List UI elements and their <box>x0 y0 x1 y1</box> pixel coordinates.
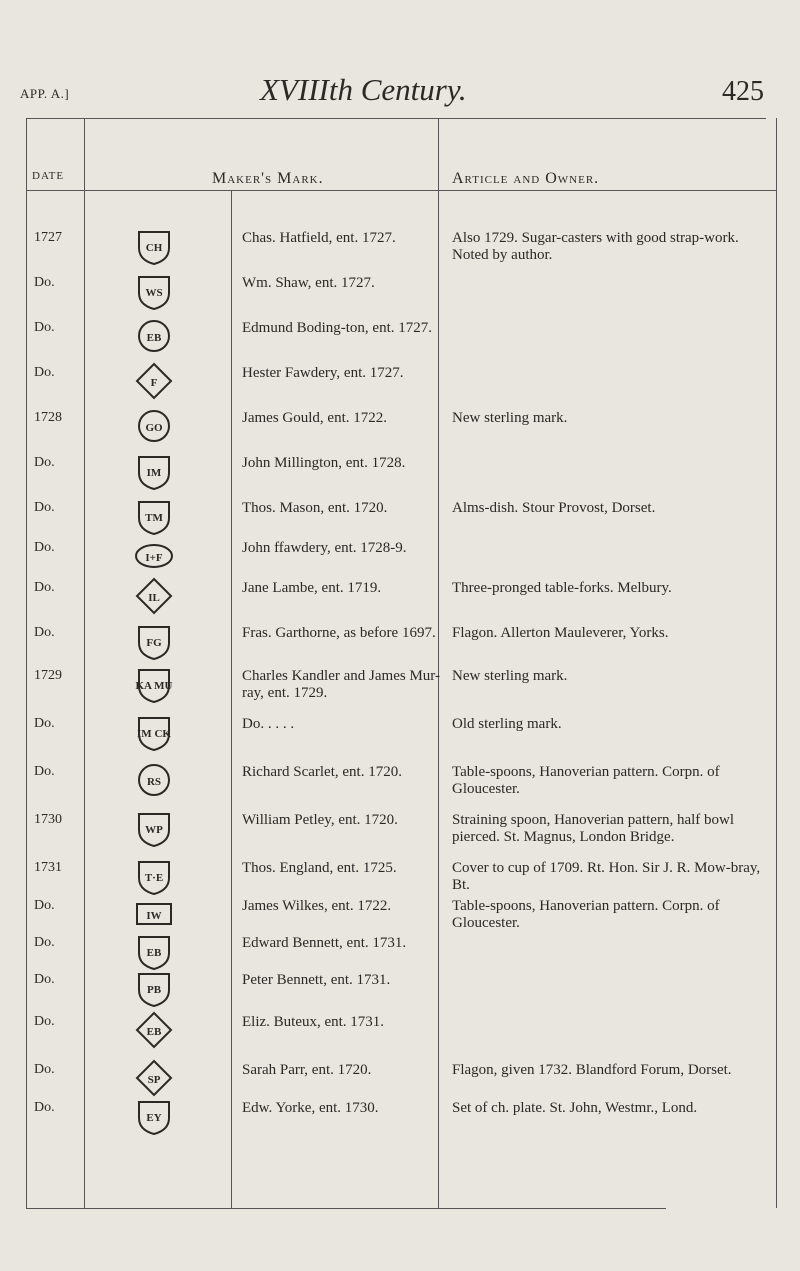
makers-mark-icon <box>134 856 174 896</box>
row-article: New sterling mark. <box>452 410 568 426</box>
makers-mark-icon <box>134 1096 174 1136</box>
makers-mark-icon <box>134 316 174 356</box>
table-bottom-rule <box>26 1208 666 1209</box>
row-article: Three-pronged table-forks. Melbury. <box>452 580 672 596</box>
row-article: Also 1729. Sugar-casters with good strap-work. Noted by author. <box>452 230 739 263</box>
row-date: Do. <box>34 580 55 595</box>
page-header <box>0 0 800 110</box>
row-date: 1731 <box>34 860 62 875</box>
makers-mark-icon <box>134 931 174 971</box>
makers-mark-icon <box>134 361 174 401</box>
column-header-maker: Maker's Mark. <box>212 170 324 187</box>
row-maker: Fras. Garthorne, as before 1697. <box>242 625 436 641</box>
row-article: Straining spoon, Hanoverian pattern, half bowl pierced. St. Magnus, London Bridge. <box>452 812 735 845</box>
svg-text:IW: IW <box>146 910 162 922</box>
appendix-label: APP. A.] <box>20 86 70 101</box>
page-number: 425 <box>722 76 764 107</box>
row-date: Do. <box>34 764 55 779</box>
row-maker: Hester Fawdery, ent. 1727. <box>242 365 404 381</box>
makers-mark-icon <box>134 808 174 848</box>
svg-text:EB: EB <box>146 1026 162 1038</box>
row-article: Alms-dish. Stour Provost, Dorset. <box>452 500 656 516</box>
row-maker: James Wilkes, ent. 1722. <box>242 898 392 914</box>
row-maker: Edw. Yorke, ent. 1730. <box>242 1100 379 1116</box>
row-date: Do. <box>34 716 55 731</box>
svg-text:RS: RS <box>146 776 162 788</box>
date-column-rule <box>84 118 85 1208</box>
row-date: 1729 <box>34 668 62 683</box>
makers-mark-icon <box>134 226 174 266</box>
makers-mark-icon <box>134 621 174 661</box>
svg-text:SP: SP <box>147 1074 161 1086</box>
makers-mark-icon <box>134 271 174 311</box>
row-date: Do. <box>34 1014 55 1029</box>
svg-text:PB: PB <box>146 984 162 996</box>
row-date: Do. <box>34 625 55 640</box>
makers-mark-icon <box>134 576 174 616</box>
mark-column-rule <box>231 190 232 1208</box>
row-maker: Richard Scarlet, ent. 1720. <box>242 764 402 780</box>
table-left-rule <box>26 118 27 1208</box>
svg-text:IM CK: IM CK <box>137 728 171 740</box>
row-date: Do. <box>34 365 55 380</box>
svg-text:TM: TM <box>145 512 163 524</box>
row-maker: John ffawdery, ent. 1728-9. <box>242 540 407 556</box>
row-date: Do. <box>34 1062 55 1077</box>
svg-text:CH: CH <box>145 242 163 254</box>
svg-text:I+F: I+F <box>145 552 163 564</box>
row-article: New sterling mark. <box>452 668 568 684</box>
makers-mark-icon <box>134 536 174 576</box>
makers-mark-icon <box>134 664 174 704</box>
makers-mark-icon <box>134 451 174 491</box>
column-header-date: DATE <box>32 170 65 182</box>
svg-text:WS: WS <box>145 287 163 299</box>
row-article: Table-spoons, Hanoverian pattern. Corpn. of Gloucester. <box>452 898 720 931</box>
makers-mark-icon <box>134 1058 174 1098</box>
row-article: Flagon. Allerton Mauleverer, Yorks. <box>452 625 669 641</box>
row-maker: William Petley, ent. 1720. <box>242 812 398 828</box>
row-date: Do. <box>34 455 55 470</box>
table-top-rule <box>26 118 766 119</box>
row-article: Table-spoons, Hanoverian pattern. Corpn. of Gloucester. <box>452 764 720 797</box>
row-maker: Edward Bennett, ent. 1731. <box>242 935 407 951</box>
header-rule <box>26 190 776 191</box>
svg-text:EB: EB <box>146 947 162 959</box>
row-date: 1730 <box>34 812 62 827</box>
row-maker: Do. . . . . <box>242 716 295 732</box>
makers-mark-icon <box>134 496 174 536</box>
svg-text:KA MU: KA MU <box>135 680 173 692</box>
row-date: Do. <box>34 540 55 555</box>
row-article: Set of ch. plate. St. John, Westmr., Lond. <box>452 1100 698 1116</box>
row-date: Do. <box>34 1100 55 1115</box>
row-article: Cover to cup of 1709. Rt. Hon. Sir J. R. Mow-bray, Bt. <box>452 860 761 893</box>
row-article: Old sterling mark. <box>452 716 562 732</box>
svg-text:IL: IL <box>148 592 160 604</box>
row-maker: Thos. England, ent. 1725. <box>242 860 397 876</box>
makers-mark-icon <box>134 894 174 934</box>
svg-text:F: F <box>150 377 158 389</box>
row-maker: James Gould, ent. 1722. <box>242 410 387 426</box>
makers-mark-icon <box>134 760 174 800</box>
row-article: Flagon, given 1732. Blandford Forum, Dorset. <box>452 1062 732 1078</box>
svg-text:FG: FG <box>146 637 162 649</box>
row-maker: John Millington, ent. 1728. <box>242 455 406 471</box>
row-date: 1728 <box>34 410 62 425</box>
row-date: 1727 <box>34 230 62 245</box>
page-title: XVIIIth Century. <box>260 72 467 107</box>
makers-mark-icon <box>134 406 174 446</box>
row-maker: Jane Lambe, ent. 1719. <box>242 580 382 596</box>
svg-text:WP: WP <box>145 824 163 836</box>
svg-text:IM: IM <box>146 467 162 479</box>
row-maker: Sarah Parr, ent. 1720. <box>242 1062 372 1078</box>
svg-text:T·E: T·E <box>144 872 164 884</box>
table-right-rule <box>776 118 777 1208</box>
svg-text:EB: EB <box>146 332 162 344</box>
row-date: Do. <box>34 320 55 335</box>
row-date: Do. <box>34 500 55 515</box>
row-date: Do. <box>34 935 55 950</box>
row-maker: Wm. Shaw, ent. 1727. <box>242 275 375 291</box>
row-date: Do. <box>34 972 55 987</box>
row-maker: Charles Kandler and James Mur-ray, ent. 1729. <box>242 668 440 701</box>
row-date: Do. <box>34 275 55 290</box>
row-maker: Thos. Mason, ent. 1720. <box>242 500 388 516</box>
makers-mark-icon <box>134 968 174 1008</box>
row-maker: Eliz. Buteux, ent. 1731. <box>242 1014 385 1030</box>
svg-text:GO: GO <box>145 422 163 434</box>
column-header-article: Article and Owner. <box>452 170 600 187</box>
row-maker: Chas. Hatfield, ent. 1727. <box>242 230 396 246</box>
row-maker: Edmund Boding-ton, ent. 1727. <box>242 320 432 336</box>
row-date: Do. <box>34 898 55 913</box>
makers-mark-icon <box>134 1010 174 1050</box>
svg-text:EY: EY <box>146 1112 162 1124</box>
makers-mark-icon <box>134 712 174 752</box>
row-maker: Peter Bennett, ent. 1731. <box>242 972 391 988</box>
